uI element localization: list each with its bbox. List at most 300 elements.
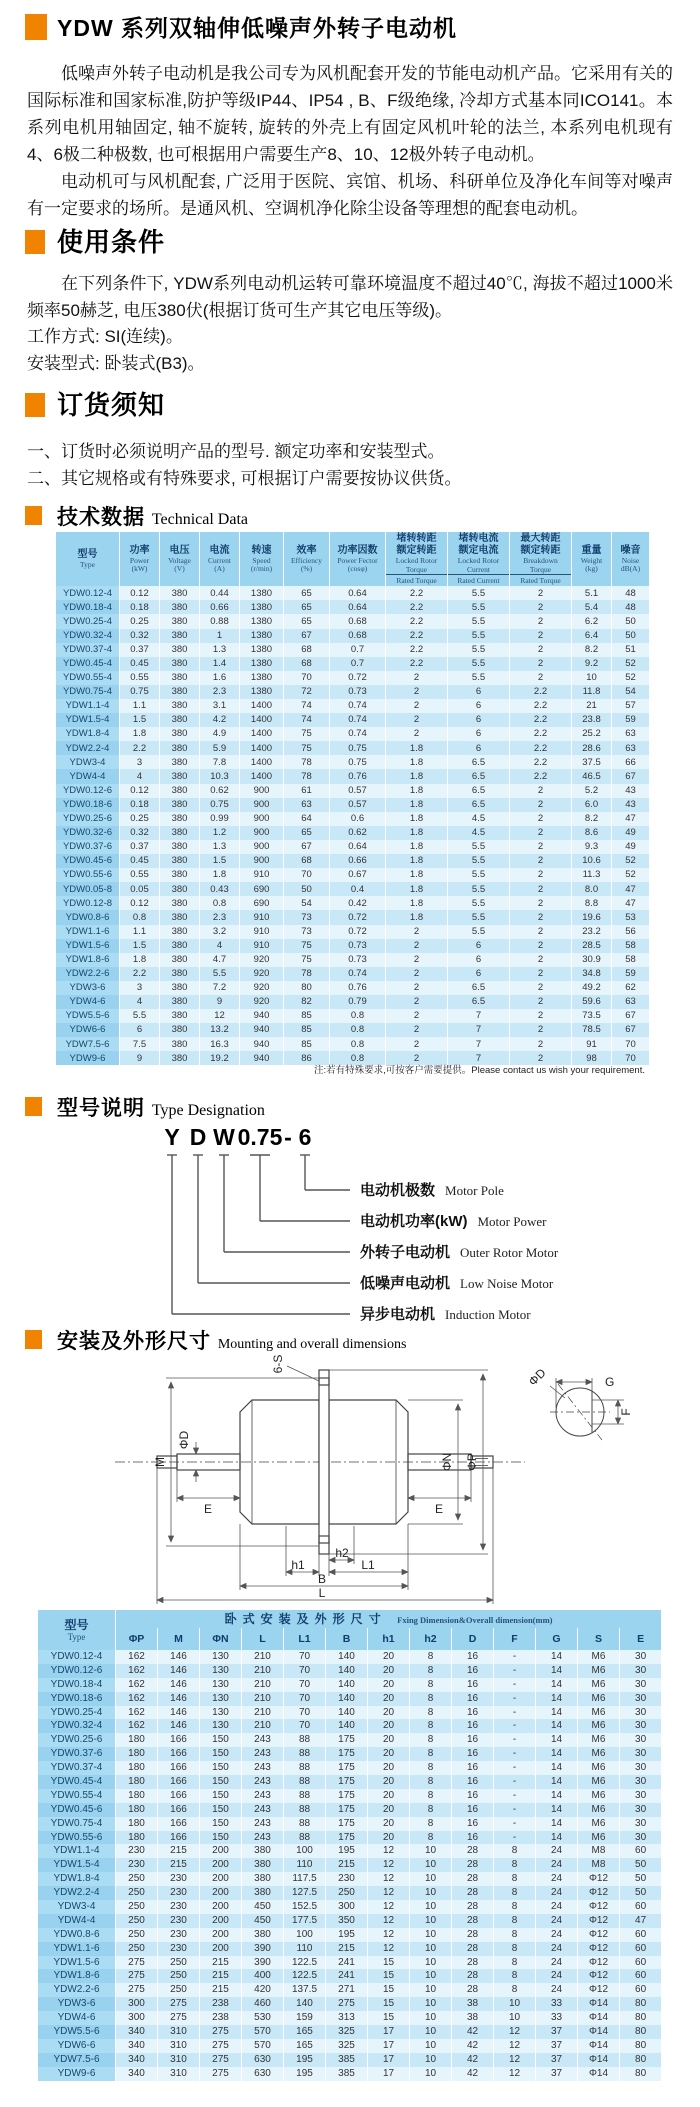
value-cell: 0.57	[330, 798, 386, 812]
value-cell: 380	[242, 1928, 284, 1942]
value-cell: 68	[284, 643, 330, 657]
value-cell: 690	[240, 882, 284, 896]
value-cell: 0.12	[120, 586, 160, 600]
value-cell: 8.2	[572, 643, 612, 657]
value-cell: 2	[510, 629, 572, 643]
type-cell: YDW4-6	[56, 995, 120, 1009]
value-cell: 243	[242, 1789, 284, 1803]
value-cell: 5.5	[448, 586, 510, 600]
value-cell: 2	[510, 854, 572, 868]
type-cell: YDW0.55-6	[38, 1831, 116, 1845]
value-cell: 8	[494, 1942, 536, 1956]
value-cell: 0.32	[120, 826, 160, 840]
value-cell: 380	[160, 600, 200, 614]
value-cell: -	[494, 1747, 536, 1761]
value-cell: 0.68	[330, 614, 386, 628]
table-row	[38, 1747, 662, 1761]
value-cell: 0.64	[330, 840, 386, 854]
table-row	[56, 657, 650, 671]
value-cell: 380	[160, 953, 200, 967]
value-cell: 146	[158, 1719, 200, 1733]
value-cell: 24	[536, 1983, 578, 1997]
value-cell: 5.5	[448, 671, 510, 685]
value-cell: 180	[116, 1775, 158, 1789]
value-cell: 275	[158, 2011, 200, 2025]
value-cell: 2	[386, 1023, 448, 1037]
value-cell: 380	[160, 882, 200, 896]
value-cell: 300	[116, 2011, 158, 2025]
mounting-heading-en: Mounting and overall dimensions	[217, 1337, 407, 1352]
value-cell: 0.18	[120, 798, 160, 812]
value-cell: 530	[242, 2011, 284, 2025]
value-cell: 15	[368, 1956, 410, 1970]
value-cell: 380	[160, 854, 200, 868]
designation-label-en: Low Noise Motor	[460, 1276, 554, 1291]
table-row	[38, 1817, 662, 1831]
value-cell: 8	[410, 1817, 452, 1831]
value-cell: 0.64	[330, 586, 386, 600]
value-cell: 10	[410, 2011, 452, 2025]
value-cell: 2	[510, 1009, 572, 1023]
value-cell: 910	[240, 910, 284, 924]
orange-bullet-icon	[25, 393, 45, 417]
table-row	[38, 1803, 662, 1817]
value-cell: 0.44	[200, 586, 240, 600]
value-cell: 16	[452, 1692, 494, 1706]
value-cell: 275	[200, 2025, 242, 2039]
value-cell: 275	[116, 1983, 158, 1997]
value-cell: 180	[116, 1803, 158, 1817]
value-cell: 6.5	[448, 798, 510, 812]
value-cell: 20	[368, 1678, 410, 1692]
value-cell: 88	[284, 1747, 326, 1761]
value-cell: 20	[368, 1775, 410, 1789]
value-cell: 80	[284, 981, 330, 995]
value-cell: 52	[612, 671, 650, 685]
type-cell: YDW0.55-4	[38, 1789, 116, 1803]
value-cell: 16	[452, 1761, 494, 1775]
table-row	[56, 784, 650, 798]
value-cell: 0.74	[330, 727, 386, 741]
value-cell: 17	[368, 2039, 410, 2053]
value-cell: 8	[494, 1844, 536, 1858]
value-cell: 10	[410, 1900, 452, 1914]
value-cell: 8	[410, 1706, 452, 1720]
value-cell: 0.72	[330, 910, 386, 924]
value-cell: 16.3	[200, 1037, 240, 1051]
value-cell: 11.8	[572, 685, 612, 699]
type-cell: YDW0.32-4	[56, 629, 120, 643]
table-row	[56, 882, 650, 896]
value-cell: 12	[368, 1858, 410, 1872]
value-cell: 0.68	[330, 629, 386, 643]
value-cell: 1.4	[200, 657, 240, 671]
value-cell: 42	[452, 2025, 494, 2039]
value-cell: 52	[612, 868, 650, 882]
code-part: -	[284, 1124, 292, 1150]
value-cell: 243	[242, 1747, 284, 1761]
designation-label-zh: 外转子电动机	[360, 1244, 451, 1261]
column-header: S	[578, 1628, 620, 1650]
value-cell: 215	[326, 1942, 368, 1956]
type-cell: YDW0.75-4	[38, 1817, 116, 1831]
value-cell: 0.32	[120, 629, 160, 643]
value-cell: 63	[284, 798, 330, 812]
value-cell: 78.5	[572, 1023, 612, 1037]
value-cell: 43	[612, 784, 650, 798]
value-cell: 122.5	[284, 1956, 326, 1970]
value-cell: 380	[160, 586, 200, 600]
value-cell: 150	[200, 1789, 242, 1803]
value-cell: 130	[200, 1664, 242, 1678]
mounting-heading-zh: 安装及外形尺寸	[57, 1330, 211, 1353]
value-cell: 210	[242, 1664, 284, 1678]
value-cell: 300	[326, 1900, 368, 1914]
value-cell: 48	[612, 600, 650, 614]
tech-data-heading-zh: 技术数据	[57, 506, 145, 529]
mounting-drawing	[20, 1350, 680, 1608]
value-cell: 166	[158, 1761, 200, 1775]
value-cell: 8	[494, 1900, 536, 1914]
value-cell: 6	[448, 953, 510, 967]
table-row	[56, 812, 650, 826]
value-cell: 6	[448, 727, 510, 741]
value-cell: 215	[326, 1858, 368, 1872]
value-cell: 0.7	[330, 657, 386, 671]
type-designation-diagram	[20, 1115, 680, 1327]
value-cell: 180	[116, 1733, 158, 1747]
value-cell: 310	[158, 2039, 200, 2053]
value-cell: 70	[284, 1650, 326, 1664]
value-cell: 210	[242, 1692, 284, 1706]
type-cell: YDW0.12-4	[56, 586, 120, 600]
value-cell: -	[494, 1719, 536, 1733]
value-cell: 8	[494, 1983, 536, 1997]
value-cell: 2.2	[510, 741, 572, 755]
value-cell: 390	[242, 1956, 284, 1970]
type-cell: YDW0.12-6	[38, 1664, 116, 1678]
value-cell: 24	[536, 1928, 578, 1942]
value-cell: 1.8	[386, 798, 448, 812]
value-cell: 28	[452, 1900, 494, 1914]
value-cell: 570	[242, 2025, 284, 2039]
value-cell: 0.25	[120, 614, 160, 628]
value-cell: M6	[578, 1678, 620, 1692]
dim-label-h2: h2	[335, 1546, 349, 1560]
type-cell: YDW1.5-4	[38, 1858, 116, 1872]
designation-label-zh: 异步电动机	[360, 1306, 436, 1323]
value-cell: 275	[158, 1997, 200, 2011]
value-cell: 1.2	[200, 826, 240, 840]
value-cell: 24	[536, 1900, 578, 1914]
value-cell: 10	[410, 1914, 452, 1928]
value-cell: 7.8	[200, 755, 240, 769]
value-cell: 250	[116, 1914, 158, 1928]
value-cell: 230	[116, 1858, 158, 1872]
value-cell: 2	[386, 1009, 448, 1023]
value-cell: 385	[326, 2053, 368, 2067]
value-cell: 6.5	[448, 755, 510, 769]
value-cell: 24	[536, 1844, 578, 1858]
value-cell: 5.5	[448, 925, 510, 939]
value-cell: 238	[200, 2011, 242, 2025]
value-cell: 60	[620, 1844, 662, 1858]
value-cell: 53	[612, 910, 650, 924]
value-cell: 130	[200, 1692, 242, 1706]
value-cell: 37	[536, 2039, 578, 2053]
value-cell: 241	[326, 1956, 368, 1970]
value-cell: 30	[620, 1831, 662, 1845]
value-cell: 2.2	[120, 741, 160, 755]
value-cell: Φ12	[578, 1900, 620, 1914]
value-cell: -	[494, 1733, 536, 1747]
value-cell: 85	[284, 1037, 330, 1051]
value-cell: 2	[510, 812, 572, 826]
value-cell: 177.5	[284, 1914, 326, 1928]
value-cell: 380	[242, 1872, 284, 1886]
value-cell: 146	[158, 1650, 200, 1664]
type-cell: YDW0.8-6	[56, 910, 120, 924]
type-cell: YDW3-6	[56, 981, 120, 995]
value-cell: 380	[160, 896, 200, 910]
value-cell: 0.37	[120, 840, 160, 854]
value-cell: 900	[240, 812, 284, 826]
value-cell: 2	[510, 798, 572, 812]
value-cell: 70	[284, 868, 330, 882]
tech-table-body	[56, 586, 650, 1065]
value-cell: 14	[536, 1775, 578, 1789]
table-row	[38, 1775, 662, 1789]
value-cell: 56	[612, 925, 650, 939]
designation-label-en: Outer Rotor Motor	[460, 1245, 559, 1260]
value-cell: Φ14	[578, 2039, 620, 2053]
value-cell: Φ14	[578, 2053, 620, 2067]
value-cell: 28	[452, 1983, 494, 1997]
value-cell: 0.8	[330, 1009, 386, 1023]
value-cell: 250	[158, 1969, 200, 1983]
value-cell: 2.2	[510, 699, 572, 713]
value-cell: 5.5	[448, 910, 510, 924]
value-cell: 42	[452, 2053, 494, 2067]
value-cell: 20	[368, 1706, 410, 1720]
value-cell: 117.5	[284, 1872, 326, 1886]
value-cell: 1.8	[386, 840, 448, 854]
value-cell: 0.76	[330, 769, 386, 783]
value-cell: 6.5	[448, 981, 510, 995]
value-cell: 8	[494, 1914, 536, 1928]
dim-label-F: F	[619, 1408, 633, 1416]
value-cell: 74	[284, 713, 330, 727]
column-header: 效率 Efficiency (%)	[284, 532, 330, 586]
value-cell: 8	[494, 1858, 536, 1872]
type-cell: YDW7.5-6	[56, 1037, 120, 1051]
value-cell: 9	[200, 995, 240, 1009]
value-cell: 630	[242, 2053, 284, 2067]
type-cell: YDW0.55-6	[56, 868, 120, 882]
value-cell: 243	[242, 1761, 284, 1775]
value-cell: 4	[120, 769, 160, 783]
value-cell: 450	[242, 1900, 284, 1914]
value-cell: 88	[284, 1761, 326, 1775]
value-cell: 8	[494, 1956, 536, 1970]
usage-conditions-text: 在下列条件下, YDW系列电动机运转可靠环境温度不超过40℃, 海拔不超过1000米频率50赫芝, 电压380伏(根据订货可生产其它电压等级)。	[27, 274, 673, 320]
value-cell: 47	[620, 1914, 662, 1928]
value-cell: 10	[410, 1969, 452, 1983]
value-cell: 940	[240, 1051, 284, 1065]
table-row	[56, 826, 650, 840]
value-cell: 24	[536, 1969, 578, 1983]
dim-label-phiN: ΦN	[440, 1452, 454, 1472]
table-row	[56, 840, 650, 854]
value-cell: 17	[368, 2025, 410, 2039]
value-cell: 2	[386, 981, 448, 995]
value-cell: 6	[448, 699, 510, 713]
value-cell: 390	[242, 1942, 284, 1956]
value-cell: 20	[368, 1831, 410, 1845]
table-row	[38, 1706, 662, 1720]
value-cell: 30	[620, 1692, 662, 1706]
value-cell: 900	[240, 826, 284, 840]
value-cell: 1.8	[386, 741, 448, 755]
type-cell: YDW0.32-6	[56, 826, 120, 840]
value-cell: 3.2	[200, 925, 240, 939]
value-cell: 73	[284, 925, 330, 939]
value-cell: 271	[326, 1983, 368, 1997]
value-cell: 122.5	[284, 1969, 326, 1983]
value-cell: 146	[158, 1678, 200, 1692]
value-cell: 0.64	[330, 600, 386, 614]
value-cell: 10.3	[200, 769, 240, 783]
value-cell: M6	[578, 1831, 620, 1845]
value-cell: 10	[410, 1886, 452, 1900]
value-cell: 0.66	[200, 600, 240, 614]
value-cell: 200	[200, 1942, 242, 1956]
column-header: 噪音 Noise dB(A)	[612, 532, 650, 586]
intro-paragraph-1: 低噪声外转子电动机是我公司专为风机配套开发的节能电动机产品。它采用有关的国际标准和国家标准,防护等级IP44、IP54 , B、F级绝缘, 冷却方式基本同ICO141。本系列电机用轴固定, 轴不旋转, 旋转的外壳上有固定风机叶轮的法兰, 本系列电机现有4、6极二种极数, 也可根据用户需要生产8、10、12极外转子电动机。	[27, 64, 673, 164]
value-cell: 152.5	[284, 1900, 326, 1914]
column-header: 电压 Voltage (V)	[160, 532, 200, 586]
value-cell: Φ14	[578, 1997, 620, 2011]
value-cell: 51	[612, 643, 650, 657]
tech-data-heading	[57, 501, 248, 531]
designation-label-zh: 低噪声电动机	[360, 1275, 451, 1292]
type-cell: YDW0.37-4	[56, 643, 120, 657]
table-row	[56, 629, 650, 643]
value-cell: 20	[368, 1761, 410, 1775]
designation-heading-en: Type Designation	[151, 1102, 265, 1119]
table-row	[38, 1858, 662, 1872]
value-cell: 130	[200, 1650, 242, 1664]
value-cell: 30	[620, 1719, 662, 1733]
dim-label-E-left: E	[203, 1502, 213, 1516]
value-cell: 20	[368, 1803, 410, 1817]
value-cell: 48	[612, 586, 650, 600]
table-row	[56, 995, 650, 1009]
svg-text:异步电动机Induction Motor	[360, 1305, 531, 1323]
value-cell: 12	[368, 1942, 410, 1956]
value-cell: 940	[240, 1037, 284, 1051]
value-cell: 140	[326, 1719, 368, 1733]
value-cell: 2.2	[510, 713, 572, 727]
value-cell: 250	[158, 1983, 200, 1997]
dim-label-phiD-detail: ΦD	[525, 1365, 549, 1389]
value-cell: 940	[240, 1009, 284, 1023]
value-cell: 13.2	[200, 1023, 240, 1037]
type-cell: YDW2.2-4	[56, 741, 120, 755]
value-cell: 7.5	[120, 1037, 160, 1051]
value-cell: 50	[620, 1858, 662, 1872]
value-cell: 380	[160, 769, 200, 783]
value-cell: 49	[612, 840, 650, 854]
table-row	[38, 1872, 662, 1886]
value-cell: 450	[242, 1914, 284, 1928]
value-cell: 12	[368, 1886, 410, 1900]
intro-section	[27, 60, 673, 222]
value-cell: 14	[536, 1650, 578, 1664]
value-cell: 16	[452, 1775, 494, 1789]
value-cell: 0.12	[120, 784, 160, 798]
value-cell: 920	[240, 953, 284, 967]
value-cell: 10	[572, 671, 612, 685]
value-cell: 14	[536, 1719, 578, 1733]
value-cell: 8	[410, 1719, 452, 1733]
value-cell: 340	[116, 2067, 158, 2081]
column-header: h1	[368, 1628, 410, 1650]
value-cell: 70	[284, 1706, 326, 1720]
value-cell: 59	[612, 713, 650, 727]
value-cell: 49.2	[572, 981, 612, 995]
value-cell: 10	[410, 1983, 452, 1997]
column-header: E	[620, 1628, 662, 1650]
value-cell: 80	[620, 1997, 662, 2011]
value-cell: 80	[620, 2067, 662, 2081]
code-part: 6	[298, 1124, 312, 1150]
value-cell: 70	[284, 671, 330, 685]
value-cell: 2.2	[510, 685, 572, 699]
value-cell: 14	[536, 1803, 578, 1817]
value-cell: 165	[284, 2039, 326, 2053]
table-row	[38, 1761, 662, 1775]
value-cell: 75	[284, 727, 330, 741]
value-cell: 75	[284, 939, 330, 953]
value-cell: 275	[200, 2039, 242, 2053]
value-cell: 2	[386, 967, 448, 981]
value-cell: 21	[572, 699, 612, 713]
value-cell: 140	[326, 1706, 368, 1720]
value-cell: 6.0	[572, 798, 612, 812]
value-cell: 88	[284, 1789, 326, 1803]
dim-label-L1: L1	[361, 1558, 375, 1572]
value-cell: 8	[410, 1664, 452, 1678]
value-cell: 34.8	[572, 967, 612, 981]
value-cell: 16	[452, 1747, 494, 1761]
value-cell: 166	[158, 1831, 200, 1845]
value-cell: -	[494, 1803, 536, 1817]
value-cell: 58	[612, 939, 650, 953]
table-row	[38, 1678, 662, 1692]
value-cell: 62	[612, 981, 650, 995]
value-cell: 85	[284, 1023, 330, 1037]
value-cell: 10	[410, 1997, 452, 2011]
value-cell: 60	[620, 1900, 662, 1914]
value-cell: 1380	[240, 614, 284, 628]
value-cell: 0.12	[120, 896, 160, 910]
code-part: Y	[164, 1124, 180, 1150]
usage-paragraph	[27, 270, 673, 324]
value-cell: 380	[160, 657, 200, 671]
value-cell: 23.2	[572, 925, 612, 939]
value-cell: 16	[452, 1678, 494, 1692]
